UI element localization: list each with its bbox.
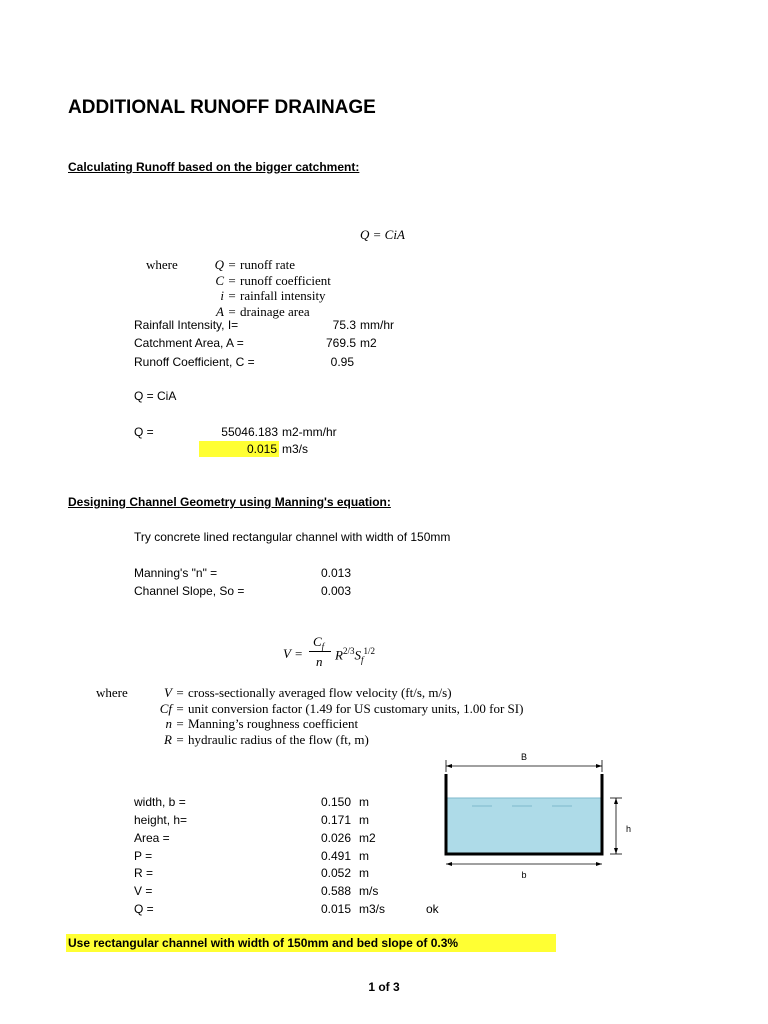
rainfall-value: 75.3 [332,318,356,332]
q-value-mm: 55046.183 [221,425,278,439]
q-label: Q = [134,425,154,439]
legend-where: where [146,257,178,272]
conclusion-text: Use rectangular channel with width of 150mm and bed slope of 0.3% [68,936,459,950]
slope-value: 0.003 [321,584,352,598]
legend-description: runoff coefficient [240,272,331,288]
legend-row: n = Manning’s roughness coefficient [96,716,523,732]
legend-where: where [96,685,128,700]
q-value-m3s: 0.015 [246,442,277,456]
result-unit: m [359,849,369,863]
result-unit: m3/s [359,902,386,916]
legend-description: Manning’s roughness coefficient [188,716,359,731]
channel-cross-section-diagram [432,748,642,888]
manning-equation: V = $C_f$ n $R^{2/3}S_f^{1/2}$ [283,634,375,669]
result-label: R = [134,866,154,880]
channel-intro: Try concrete lined rectangular channel with width of 150mm [134,530,451,544]
catchment-label: Catchment Area, A = [134,336,244,350]
label-B: B [520,752,528,762]
legend-symbol: i [220,288,224,303]
label-b: b [521,870,527,880]
result-value: 0.588 [321,884,352,898]
legend-row: A = drainage area [146,304,331,320]
manning-n-label: Manning's "n" = [134,566,218,580]
legend-description: hydraulic radius of the flow (ft, m) [188,731,369,747]
legend-row: C = runoff coefficient [146,273,331,289]
legend-row: R = hydraulic radius of the flow (ft, m) [96,732,523,748]
result-label: width, b = [134,795,186,809]
legend-row: where Q = runoff rate [146,257,295,272]
legend-symbol: R [164,731,172,747]
legend-row: where V = cross-sectionally averaged flow velocity (ft/s, m/s) [96,685,452,700]
result-value: 0.150 [321,795,352,809]
result-label: Q = [134,902,154,916]
legend-description: rainfall intensity [240,288,326,303]
result-value: 0.052 [321,866,352,880]
legend-symbol: V [164,685,172,700]
legend-description: drainage area [240,303,310,319]
coefficient-value: 0.95 [330,355,354,369]
runoff-formula: Q = CiA [360,227,405,242]
legend-symbol: A [216,303,224,319]
result-label: Area = [134,831,170,845]
manning-n-value: 0.013 [321,566,352,580]
result-unit: m/s [359,884,379,898]
result-unit: m [359,866,369,880]
legend-description: runoff rate [240,257,295,272]
legend-symbol: C [215,272,224,288]
label-h: h [626,824,632,834]
result-value: 0.491 [321,849,352,863]
result-unit: m2 [359,831,376,845]
result-value: 0.015 [321,902,352,916]
q-unit-mm: m2-mm/hr [282,425,337,439]
page-number: 1 of 3 [368,980,400,994]
result-value: 0.026 [321,831,352,845]
catchment-unit: m2 [360,336,377,350]
page-title: ADDITIONAL RUNOFF DRAINAGE [68,97,376,118]
slope-label: Channel Slope, So = [134,584,245,598]
rainfall-unit: mm/hr [360,318,394,332]
q-unit-m3s: m3/s [282,442,309,456]
channel-section-heading: Designing Channel Geometry using Manning's equation: [68,495,391,509]
legend-symbol: n [165,716,172,731]
runoff-section-heading: Calculating Runoff based on the bigger catchment: [68,160,360,174]
legend-row: i = rainfall intensity [146,288,331,304]
legend-symbol: Q [214,257,224,272]
catchment-value: 769.5 [325,336,356,350]
runoff-equation: Q = CiA [134,389,177,403]
result-label: height, h= [134,813,188,827]
result-value: 0.171 [321,813,352,827]
result-label: P = [134,849,153,863]
legend-description: unit conversion factor (1.49 for US customary units, 1.00 for SI) [188,700,524,716]
runoff-legend [146,257,331,319]
coefficient-label: Runoff Coefficient, C = [134,355,255,369]
legend-symbol: Cf [159,700,172,716]
result-unit: m [359,795,369,809]
result-unit: m [359,813,369,827]
manning-legend [96,685,523,747]
ok-check: ok [426,902,439,916]
legend-row: Cf = unit conversion factor (1.49 for US customary units, 1.00 for SI) [96,701,523,717]
result-label: V = [134,884,153,898]
legend-description: cross-sectionally averaged flow velocity (ft/s, m/s) [188,685,452,700]
rainfall-label: Rainfall Intensity, I= [134,318,239,332]
